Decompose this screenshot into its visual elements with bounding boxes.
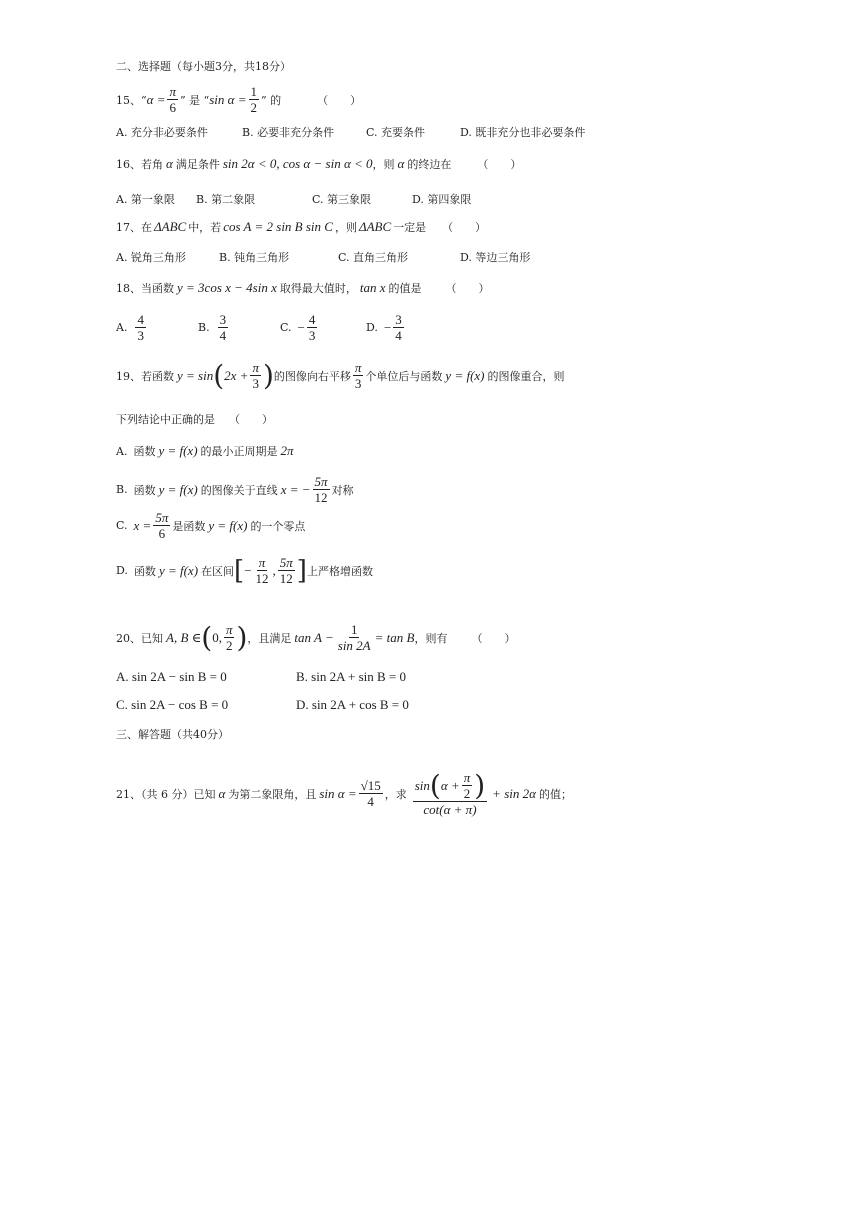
question-19 bbox=[116, 360, 565, 391]
option-text: D. 既非充分也非必要条件 bbox=[460, 126, 586, 139]
q17-math: cos A = 2 sin B sin C bbox=[223, 219, 333, 234]
q16-math: sin 2α < 0, cos α − sin α < 0 bbox=[222, 156, 373, 171]
frac-den: 3 bbox=[252, 376, 259, 391]
option-label: B. bbox=[116, 483, 128, 496]
frac-den: 6 bbox=[169, 100, 176, 115]
frac-num: 3 bbox=[395, 312, 402, 327]
num-math: α + bbox=[440, 778, 460, 793]
frac-num: 4 bbox=[308, 312, 316, 327]
answer-paren: （ ） bbox=[471, 631, 516, 645]
interval-left bbox=[254, 555, 271, 586]
q20-option-b bbox=[296, 669, 406, 685]
q21-alpha: α bbox=[218, 785, 226, 801]
interval-right bbox=[278, 555, 295, 586]
q20-math: tan A − bbox=[294, 629, 334, 645]
q21-text: 的值； bbox=[538, 787, 572, 801]
q19-option-b bbox=[116, 474, 354, 505]
paren-close: ) bbox=[474, 768, 486, 802]
comma: , bbox=[272, 562, 276, 578]
option-fraction bbox=[313, 474, 330, 505]
q15-connector: ” 是 “ bbox=[180, 93, 210, 107]
q17-option-d bbox=[460, 249, 530, 265]
option-text: 函数 bbox=[133, 483, 156, 497]
q19-math-inner: 2x + bbox=[224, 367, 249, 383]
q21-text: 21、（共 6 分）已知 bbox=[116, 787, 216, 801]
paren-close: ) bbox=[262, 358, 274, 392]
q17-triangle: ΔABC bbox=[358, 219, 392, 234]
option-math: 2π bbox=[280, 443, 294, 458]
option-label: D. bbox=[116, 564, 128, 577]
frac-num: 5π bbox=[279, 555, 293, 570]
frac-den: 4 bbox=[395, 328, 402, 343]
big-frac-den: cot(α + π) bbox=[423, 802, 477, 817]
option-text: 对称 bbox=[331, 483, 354, 497]
q18-option-c bbox=[280, 312, 319, 343]
q15-math-alpha: α = bbox=[146, 91, 166, 107]
option-text: C. sin 2A − cos B = 0 bbox=[116, 697, 229, 712]
option-label: A. bbox=[116, 444, 128, 458]
q15-option-c bbox=[366, 124, 425, 140]
frac-den: 4 bbox=[219, 328, 227, 343]
option-text: B. 第二象限 bbox=[196, 193, 256, 206]
q19-text: 的图像向右平移 bbox=[273, 369, 351, 383]
q21-text: 为第二象限角，且 bbox=[228, 787, 317, 801]
option-label: C. bbox=[280, 321, 292, 334]
q15-frac-1-2 bbox=[249, 84, 260, 115]
frac-num: 1 bbox=[350, 622, 358, 637]
option-fraction bbox=[153, 510, 170, 541]
option-text: 的图像关于直线 bbox=[200, 483, 278, 497]
q16-option-d bbox=[412, 191, 471, 207]
frac-den: sin 2A bbox=[337, 638, 371, 653]
frac-num: 1 bbox=[250, 84, 258, 99]
q19-math: y = sin bbox=[177, 367, 214, 383]
q18-math2: tan x bbox=[359, 280, 386, 295]
frac-num: 5π bbox=[314, 474, 328, 489]
q17-option-a bbox=[116, 249, 186, 265]
q19-frac-shift bbox=[353, 360, 364, 391]
frac-den: 3 bbox=[354, 376, 362, 391]
q15-math-sin: sin α = bbox=[209, 91, 247, 107]
q15-end: ” 的 bbox=[261, 93, 282, 107]
q18-text: 的值是 bbox=[388, 282, 422, 295]
q20-math: A, B ∈ bbox=[166, 629, 202, 645]
frac-num: 5π bbox=[155, 510, 169, 525]
q20-text: 20、已知 bbox=[116, 631, 163, 645]
option-label: A. bbox=[116, 321, 128, 334]
frac-den: 12 bbox=[255, 571, 269, 586]
paren-open: ( bbox=[429, 768, 441, 802]
q19-math: y = f(x) bbox=[445, 367, 485, 383]
option-sign: − bbox=[383, 319, 392, 335]
option-text: D. sin 2A + cos B = 0 bbox=[296, 697, 409, 712]
q19-option-c bbox=[116, 510, 305, 541]
q17-triangle: ΔABC bbox=[154, 219, 187, 234]
section-title: 三、解答题（共40分） bbox=[116, 728, 229, 741]
answer-paren: （ ） bbox=[229, 413, 273, 426]
question-17 bbox=[116, 219, 486, 235]
q20-math: 0, bbox=[212, 629, 222, 645]
frac-den: 6 bbox=[158, 526, 166, 541]
option-fraction bbox=[135, 312, 146, 343]
frac-num: π bbox=[169, 84, 176, 99]
frac-den: 2 bbox=[463, 786, 471, 801]
paren-open: ( bbox=[201, 620, 213, 654]
option-label: B. bbox=[198, 321, 210, 334]
option-fraction bbox=[393, 312, 404, 343]
option-text: 在区间 bbox=[201, 564, 235, 578]
option-sign: − bbox=[297, 319, 305, 335]
section-title: 二、选择题（每小题3分，共18分） bbox=[116, 60, 291, 73]
q21-math: sin α = bbox=[319, 785, 357, 801]
paren-open: ( bbox=[213, 358, 225, 392]
q19-text: 下列结论中正确的是 bbox=[116, 413, 215, 426]
q18-option-b bbox=[198, 312, 230, 343]
frac-num: π bbox=[225, 622, 233, 637]
big-frac-num bbox=[413, 770, 487, 802]
q16-option-a bbox=[116, 191, 175, 207]
option-math: y = f(x) bbox=[158, 562, 199, 578]
q19-text: 19、若函数 bbox=[116, 369, 174, 383]
bracket-open: [ bbox=[234, 555, 245, 586]
option-text: D. 等边三角形 bbox=[460, 251, 531, 264]
option-text: C. 第三象限 bbox=[312, 193, 372, 206]
question-18 bbox=[116, 280, 490, 296]
q21-frac-sqrt15 bbox=[359, 778, 383, 809]
q18-math: y = 3cos x − 4sin x bbox=[177, 280, 277, 295]
frac-num: π bbox=[252, 360, 259, 375]
q15-frac-pi-6 bbox=[167, 84, 178, 115]
q19-text: 个单位后与函数 bbox=[365, 369, 443, 383]
option-text: 是函数 bbox=[172, 519, 206, 533]
q18-text: 取得最大值时， bbox=[279, 282, 357, 295]
frac-den: 3 bbox=[137, 328, 144, 343]
option-text: A. 第一象限 bbox=[116, 193, 175, 206]
option-text: 函数 bbox=[133, 445, 156, 458]
option-text: B. sin 2A + sin B = 0 bbox=[296, 669, 407, 684]
frac-den: 12 bbox=[279, 571, 293, 586]
frac-num: π bbox=[463, 770, 471, 785]
option-text: B. 必要非充分条件 bbox=[242, 126, 335, 139]
q17-option-b bbox=[219, 249, 289, 265]
option-text: 的最小正周期是 bbox=[200, 445, 278, 458]
question-21 bbox=[116, 770, 572, 817]
q15-option-b bbox=[242, 124, 334, 140]
q18-text: 18、当函数 bbox=[116, 282, 174, 295]
frac-num: √15 bbox=[360, 778, 381, 793]
q16-option-b bbox=[196, 191, 255, 207]
answer-paren: （ ） bbox=[445, 282, 490, 295]
option-text: D. 第四象限 bbox=[412, 193, 472, 206]
option-math: y = f(x) bbox=[158, 443, 198, 458]
option-label: C. bbox=[116, 519, 128, 532]
q19-frac-pi-3 bbox=[250, 360, 261, 391]
q15-number: 15、“ bbox=[116, 93, 147, 107]
q20-math: = tan B bbox=[374, 629, 415, 645]
q16-text: 16、若角 bbox=[116, 158, 163, 171]
q16-alpha: α bbox=[166, 156, 173, 171]
answer-paren: （ ） bbox=[442, 221, 487, 234]
option-fraction bbox=[307, 312, 318, 343]
option-sign: − bbox=[244, 562, 252, 578]
q18-option-d bbox=[366, 312, 406, 343]
option-text: A. 充分非必要条件 bbox=[116, 126, 208, 139]
option-text: A. 锐角三角形 bbox=[116, 251, 186, 264]
option-label: D. bbox=[366, 321, 378, 334]
question-16 bbox=[116, 156, 521, 172]
q17-text: 17、在 bbox=[116, 221, 152, 234]
frac-den: 4 bbox=[367, 794, 374, 809]
q16-option-c bbox=[312, 191, 371, 207]
option-text: 的一个零点 bbox=[250, 519, 306, 533]
inner-frac bbox=[462, 770, 473, 801]
q21-text: ，求 bbox=[384, 787, 407, 801]
option-text: B. 钝角三角形 bbox=[219, 251, 290, 264]
frac-num: 3 bbox=[219, 312, 227, 327]
q17-option-c bbox=[338, 249, 408, 265]
section-heading-answer bbox=[116, 726, 229, 742]
q15-option-d bbox=[460, 124, 585, 140]
q21-big-fraction bbox=[413, 770, 487, 817]
bracket-close: ] bbox=[296, 555, 307, 586]
q19-option-d bbox=[116, 555, 373, 586]
question-19-cont bbox=[116, 411, 273, 427]
answer-paren: （ ） bbox=[317, 93, 362, 107]
question-15 bbox=[116, 84, 361, 115]
q17-text: ，则 bbox=[334, 221, 357, 234]
frac-den: 12 bbox=[314, 490, 328, 505]
q16-alpha: α bbox=[397, 156, 405, 171]
option-text: 函数 bbox=[133, 564, 156, 578]
q18-option-a bbox=[116, 312, 148, 343]
q17-text: 中，若 bbox=[188, 221, 222, 234]
frac-num: 4 bbox=[137, 312, 144, 327]
q20-frac-pi-2 bbox=[224, 622, 235, 653]
option-text: C. 直角三角形 bbox=[338, 251, 409, 264]
q19-option-a bbox=[116, 443, 294, 459]
q20-option-a bbox=[116, 669, 227, 685]
frac-den: 2 bbox=[250, 100, 258, 115]
q19-text: 的图像重合，则 bbox=[487, 369, 565, 383]
q15-option-a bbox=[116, 124, 208, 140]
frac-num: π bbox=[258, 555, 266, 570]
q21-math: + sin 2α bbox=[492, 785, 536, 801]
option-fraction bbox=[218, 312, 229, 343]
frac-den: 3 bbox=[308, 328, 316, 343]
option-text: A. sin 2A − sin B = 0 bbox=[116, 669, 227, 684]
option-math: x = − bbox=[280, 481, 311, 497]
q20-frac bbox=[336, 622, 373, 653]
q20-text: ，则有 bbox=[414, 631, 448, 645]
q17-text: 一定是 bbox=[393, 221, 427, 234]
frac-num: π bbox=[354, 360, 362, 375]
option-math: y = f(x) bbox=[158, 481, 198, 497]
q20-text: ，且满足 bbox=[247, 631, 292, 645]
q20-option-c bbox=[116, 697, 228, 713]
option-text: C. 充要条件 bbox=[366, 126, 426, 139]
option-math: y = f(x) bbox=[208, 517, 248, 533]
option-text: 上严格增函数 bbox=[306, 564, 373, 578]
q16-text: 的终边在 bbox=[407, 158, 452, 171]
q16-text: 满足条件 bbox=[175, 158, 220, 171]
option-math: x = bbox=[133, 517, 152, 533]
q16-text: ，则 bbox=[372, 158, 395, 171]
section-heading-choice bbox=[116, 58, 291, 74]
paren-close: ) bbox=[236, 620, 248, 654]
question-20 bbox=[116, 622, 515, 653]
num-sin: sin bbox=[414, 778, 430, 793]
q20-option-d bbox=[296, 697, 409, 713]
frac-den: 2 bbox=[225, 638, 233, 653]
answer-paren: （ ） bbox=[477, 158, 522, 171]
